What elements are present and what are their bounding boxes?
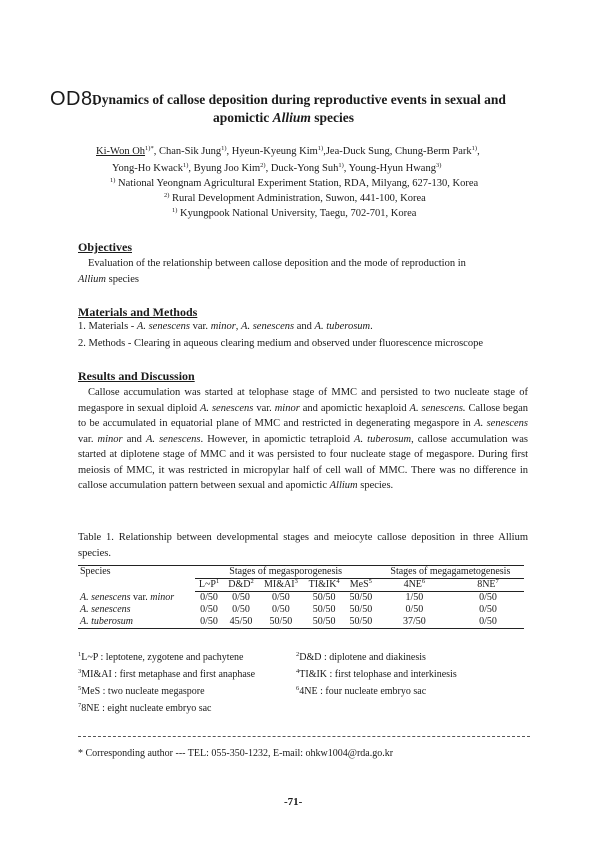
value-cell: 37/50	[377, 616, 452, 629]
author-name: Ki-Won Oh	[96, 146, 146, 157]
value-cell: 1/50	[405, 592, 424, 603]
table-header-row	[78, 566, 524, 579]
table-row	[78, 616, 524, 629]
results-heading: Results and Discussion	[78, 369, 195, 383]
objectives-heading: Objectives	[78, 240, 132, 254]
methods-heading: Materials and Methods	[78, 305, 198, 319]
col-header: MeS$^5$	[345, 579, 377, 592]
species-cell: A. senescens var. minor	[80, 591, 175, 603]
footnote: $^7$8NE : eight nucleate embryo sac	[78, 702, 212, 714]
footnote: $^6$4NE : four nucleate embryo sac	[296, 685, 427, 697]
value-cell: 0/50	[272, 592, 290, 603]
value-cell: 50/50	[303, 616, 345, 629]
footnote: $^4$TI&IK : first telophase and interkinesis	[296, 668, 457, 680]
author-line-1: Ki-Won $Oh^{1)*}$, Chan-Sik Jung$^{1)}$, Hyeun-Kyeung Kim$^{1)}$,Jea-Duck Sung, Chung-Berm Park$^{1)}$,	[96, 145, 480, 157]
corresponding-author: * Corresponding author --- TEL: 055-350-1232, E-mail: ohkw1004@rda.go.kr	[78, 748, 394, 759]
value-cell: 0/50	[452, 616, 524, 629]
table-caption: Table 1. Relationship between developmental stages and meiocyte callose deposition in three Allium species.	[78, 532, 528, 559]
species-cell: A. senescens	[80, 604, 131, 615]
table-row	[78, 604, 524, 616]
col-header: $4NE^6$	[377, 579, 452, 592]
megagametogenesis-header: Stages of megagametogenesis	[377, 566, 524, 579]
col-header: $L\sim P^1$	[195, 579, 224, 592]
footnote: $^3$MI&AI : first metaphase and first anaphase	[78, 668, 256, 680]
value-cell: 0/50	[200, 604, 218, 615]
methods-procedure-line: 2. Methods - Clearing in aqueous clearing medium and observed under fluorescence microscope	[78, 338, 483, 349]
affiliation-1: $^{1)}$ National Yeongnam Agricultural Experiment Station, RDA, Milyang, 627-130, Korea	[110, 177, 479, 189]
methods-materials-line: 1. Materials - A. senescens var. minor, A. senescens and A. tuberosum.	[78, 321, 373, 332]
col-header: $TI\&IK^4$	[303, 579, 345, 592]
paper-title-line-2: apomictic Allium species	[213, 110, 355, 125]
value-cell: 50/50	[345, 616, 377, 629]
col-header: $MI\&AI^3$	[258, 579, 303, 592]
species-header: Species	[78, 566, 195, 592]
value-cell: 0/50	[272, 604, 290, 615]
value-cell: 0/50	[479, 592, 497, 603]
value-cell: 0/50	[405, 604, 424, 615]
author-line-2: Yong-Ho Kwack$^{1)}$, Byung Joo Kim$^{2)}$, Duck-Yong Suh$^{1)}$, Young-Hyun Hwang$^{3)}$	[112, 162, 442, 174]
megasporogenesis-header: Stages of megasporogenesis	[195, 566, 377, 579]
value-cell: 0/50	[232, 604, 250, 615]
affiliation-2: $^{2)}$ Rural Development Administration, Suwon, 441-100, Korea	[164, 192, 426, 204]
col-header: $8NE^7$	[452, 579, 524, 592]
page-number: -71-	[284, 796, 303, 808]
species-cell: A. tuberosum	[78, 616, 195, 629]
value-cell: 50/50	[312, 604, 336, 615]
paper-title-line-1: Dynamics of callose deposition during reproductive events in sexual and	[92, 92, 506, 107]
affiliation-3: $^{1)}$ Kyungpook National University, Taegu, 702-701, Korea	[172, 207, 417, 219]
objectives-text: Evaluation of the relationship between callose deposition and the mode of reproduction in Allium species	[78, 258, 466, 285]
footnote-divider	[78, 736, 530, 737]
value-cell: 50/50	[312, 592, 336, 603]
table-row	[78, 592, 524, 605]
results-paragraph: Callose accumulation was started at telophase stage of MMC and persisted to two nucleate stage of megaspore in sexual diploid A. senescens var. minor and apomictic hexaploid A. senescens. Callose began to be accumulated in equatorial plane of MMC and restricted in degenerating megaspore in A. senescens var. minor and A. senescens. However, in apomictic tetraploid A. tuberosum, callose accumulation was started at diplotene stage of MMC and it was persisted to four nucleate stage of megaspore. During first meiosis of MMC, it was restricted in micropylar half of cell wall of MMC. There was no difference in callose accumulation pattern between sexual and apomictic Allium species.	[78, 387, 529, 491]
value-cell: 0/50	[232, 592, 250, 603]
paper-code: OD8.	[50, 88, 99, 110]
value-cell: 50/50	[349, 592, 373, 603]
value-cell: 0/50	[200, 592, 218, 603]
footnote: $^1$L~P : leptotene, zygotene and pachytene	[78, 651, 244, 663]
col-header: $D\&D^2$	[223, 579, 258, 592]
value-cell: 50/50	[258, 616, 303, 629]
footnote: $^2$D&D : diplotene and diakinesis	[296, 651, 426, 663]
callose-table	[78, 565, 524, 629]
footnote: $^5$MeS : two nucleate megaspore	[78, 685, 205, 697]
value-cell: 50/50	[349, 604, 373, 615]
value-cell: 0/50	[479, 604, 497, 615]
value-cell: 0/50	[195, 616, 224, 629]
value-cell: 45/50	[223, 616, 258, 629]
